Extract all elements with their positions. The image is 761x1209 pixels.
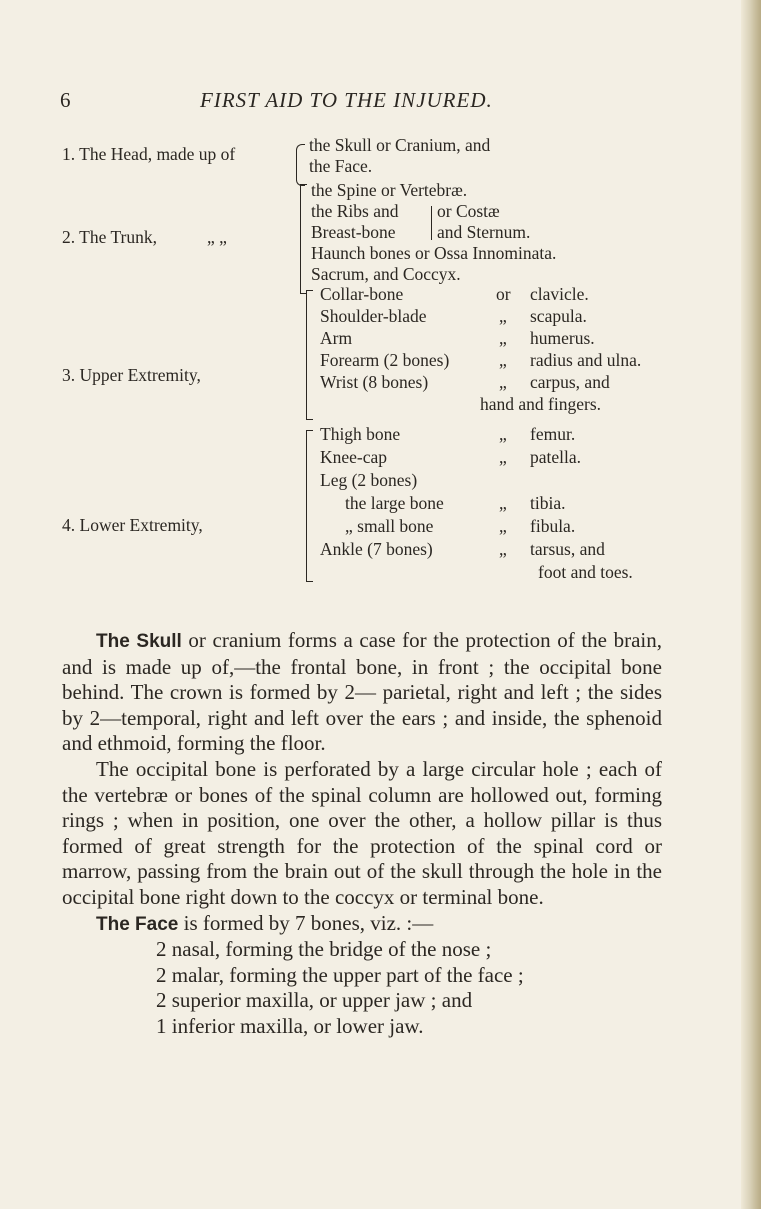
skull-text: or cranium forms a case for the protection of the brain, and is made up of,—the frontal bone, in front ; the occipital bone behind. The crown is formed by 2— parietal, right and left ; the sides by 2—temporal, right and left over the ears ; and inside, the sphenoid and ethmoid, forming the floor. bbox=[62, 628, 662, 756]
lower-row-name: Thigh bone bbox=[320, 424, 401, 444]
head-label: 1. The Head, made up of bbox=[62, 144, 236, 164]
upper-row-term: radius and ulna. bbox=[530, 350, 642, 370]
upper-row-name: Arm bbox=[320, 328, 353, 348]
skull-lead: The Skull bbox=[96, 631, 182, 652]
face-text: is formed by 7 bones, viz. :— bbox=[178, 910, 434, 935]
upper-row-sep: or bbox=[496, 284, 511, 304]
trunk-line-sacrum: Sacrum, and Coccyx. bbox=[311, 264, 461, 284]
trunk-brace bbox=[300, 184, 307, 294]
paragraph-occipital: The occipital bone is perforated by a large circular hole ; each of the vertebræ or bones of the spinal column are hollowed out, forming rings ; when in position, one over the other, a hollow pillar is thus formed of great strength for the protection of the spinal cord or marrow, passing from the brain out of the skull through the hole in the occipital bone right down to the coccyx or terminal bone. bbox=[62, 756, 662, 909]
lower-row-sep: „ bbox=[499, 447, 507, 467]
head-line-1: the Skull or Cranium, and bbox=[309, 135, 491, 155]
upper-row-sep: „ bbox=[499, 372, 507, 392]
lower-row-term: tibia. bbox=[530, 493, 566, 513]
lower-brace bbox=[306, 430, 313, 582]
lower-row-sep: „ bbox=[499, 539, 507, 559]
lower-row-sep: „ bbox=[499, 424, 507, 444]
face-list-item: 2 malar, forming the upper part of the face ; bbox=[156, 962, 524, 987]
face-list-item: 2 superior maxilla, or upper jaw ; and bbox=[156, 988, 473, 1013]
face-list-item: 1 inferior maxilla, or lower jaw. bbox=[156, 1013, 424, 1038]
trunk-line-costae: or Costæ bbox=[437, 201, 500, 221]
lower-tail: foot and toes. bbox=[538, 562, 633, 582]
upper-row-term: scapula. bbox=[530, 306, 587, 326]
trunk-ditto: „ „ bbox=[207, 227, 227, 247]
face-list-item: 2 nasal, forming the bridge of the nose ; bbox=[156, 937, 492, 962]
upper-brace bbox=[306, 290, 313, 420]
upper-tail: hand and fingers. bbox=[480, 394, 602, 414]
lower-row-sep: „ bbox=[499, 516, 507, 536]
trunk-label: 2. The Trunk, bbox=[62, 227, 157, 247]
upper-row-term: humerus. bbox=[530, 328, 595, 348]
lower-row-term: femur. bbox=[530, 424, 576, 444]
upper-row-term: carpus, and bbox=[530, 372, 610, 392]
upper-row-term: clavicle. bbox=[530, 284, 589, 304]
upper-row-sep: „ bbox=[499, 350, 507, 370]
upper-label: 3. Upper Extremity, bbox=[62, 365, 201, 385]
face-lead: The Face bbox=[96, 913, 179, 935]
paragraph-face bbox=[62, 911, 662, 938]
trunk-line-ribs: the Ribs and bbox=[311, 201, 399, 221]
trunk-line-breastbone: Breast-bone bbox=[311, 222, 396, 242]
lower-label: 4. Lower Extremity, bbox=[62, 515, 203, 535]
upper-row-name: Shoulder-blade bbox=[320, 306, 427, 326]
trunk-line-haunch: Haunch bones or Ossa Innominata. bbox=[311, 243, 557, 263]
lower-row-name: the large bone bbox=[345, 493, 444, 513]
head-line-2: the Face. bbox=[309, 156, 373, 176]
upper-row-name: Wrist (8 bones) bbox=[320, 372, 429, 392]
running-title: FIRST AID TO THE INJURED. bbox=[200, 88, 493, 112]
body-text bbox=[62, 628, 662, 1040]
lower-row-name: Knee-cap bbox=[320, 447, 388, 467]
page-edge bbox=[741, 0, 761, 1209]
lower-row-term: patella. bbox=[530, 447, 582, 467]
upper-row-sep: „ bbox=[499, 306, 507, 326]
head-brace bbox=[296, 144, 305, 186]
lower-row-term: fibula. bbox=[530, 516, 576, 536]
lower-row-term: tarsus, and bbox=[530, 539, 605, 559]
lower-row-name: Leg (2 bones) bbox=[320, 470, 418, 490]
upper-row-name: Forearm (2 bones) bbox=[320, 350, 450, 370]
upper-row-sep: „ bbox=[499, 328, 507, 348]
lower-row-name: „ small bone bbox=[345, 516, 434, 536]
upper-row-name: Collar-bone bbox=[320, 284, 404, 304]
lower-row-sep: „ bbox=[499, 493, 507, 513]
trunk-line-spine: the Spine or Vertebræ. bbox=[311, 180, 468, 200]
page-number: 6 bbox=[60, 88, 71, 112]
trunk-line-sternum: and Sternum. bbox=[437, 222, 531, 242]
paragraph-skull bbox=[62, 628, 662, 757]
lower-row-name: Ankle (7 bones) bbox=[320, 539, 433, 559]
ribs-small-brace bbox=[425, 206, 432, 240]
